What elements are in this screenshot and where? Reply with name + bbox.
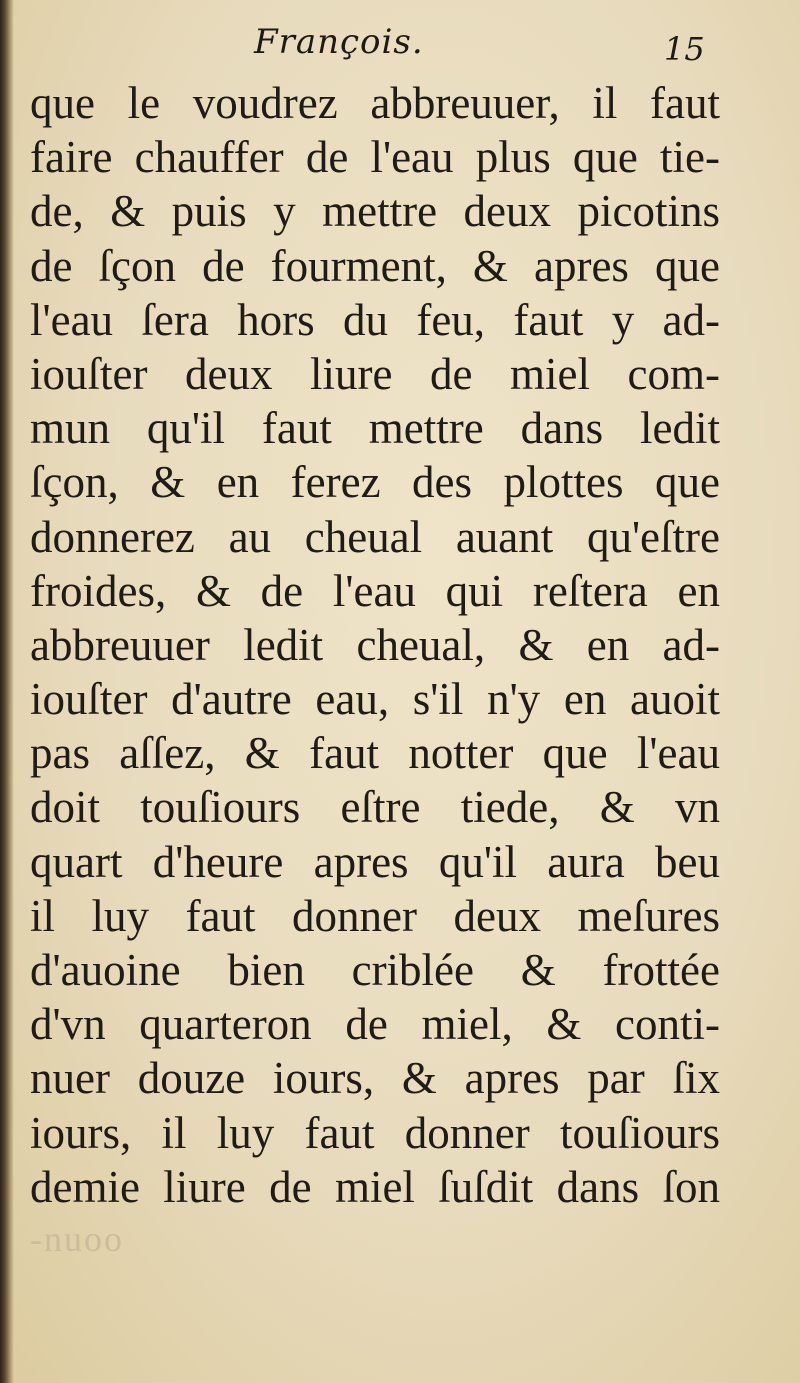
text-line: demie liure de miel ſuſdit dans ſon <box>30 1161 720 1212</box>
text-line: il luy faut donner deux meſures <box>30 890 720 941</box>
text-line: pas aſſez, & faut notter que l'eau <box>30 728 720 779</box>
text-line: de ſçon de fourment, & apres que <box>30 240 720 291</box>
text-line: l'eau ſera hors du feu, faut y ad- <box>30 294 720 345</box>
text-line: d'auoine bien criblée & frottée <box>30 945 720 995</box>
text-line: quart d'heure apres qu'il aura beu <box>30 836 720 887</box>
text-line: mun qu'il faut mettre dans ledit <box>30 403 720 454</box>
text-line: d'vn quarteron de miel, & conti- <box>30 999 720 1050</box>
body-text <box>30 76 720 1214</box>
text-line: faire chauffer de l'eau plus que tie- <box>30 132 720 183</box>
text-line: ſçon, & en ferez des plottes que <box>30 457 720 508</box>
running-head: François. <box>254 22 424 62</box>
text-line: abbreuuer ledit cheual, & en ad- <box>30 619 720 670</box>
page-header <box>0 20 800 76</box>
text-line: iouſter deux liure de miel com- <box>30 348 720 399</box>
text-line: nuer douze iours, & apres par ſix <box>30 1053 720 1104</box>
text-line: iours, il luy faut donner touſiours <box>30 1107 720 1158</box>
text-line: donnerez au cheual auant qu'eſtre <box>30 511 720 562</box>
show-through-text: -nuoo <box>30 1219 124 1259</box>
text-line: doit touſiours eſtre tiede, & vn <box>30 782 720 833</box>
page-number: 15 <box>664 30 705 68</box>
text-line: de, & puis y mettre deux picotins <box>30 186 720 237</box>
text-line: froides, & de l'eau qui reſtera en <box>30 565 720 616</box>
text-line: que le voudrez abbreuuer, il faut <box>30 78 720 128</box>
binding-gutter <box>0 0 14 1383</box>
text-line: iouſter d'autre eau, s'il n'y en auoit <box>30 674 720 725</box>
